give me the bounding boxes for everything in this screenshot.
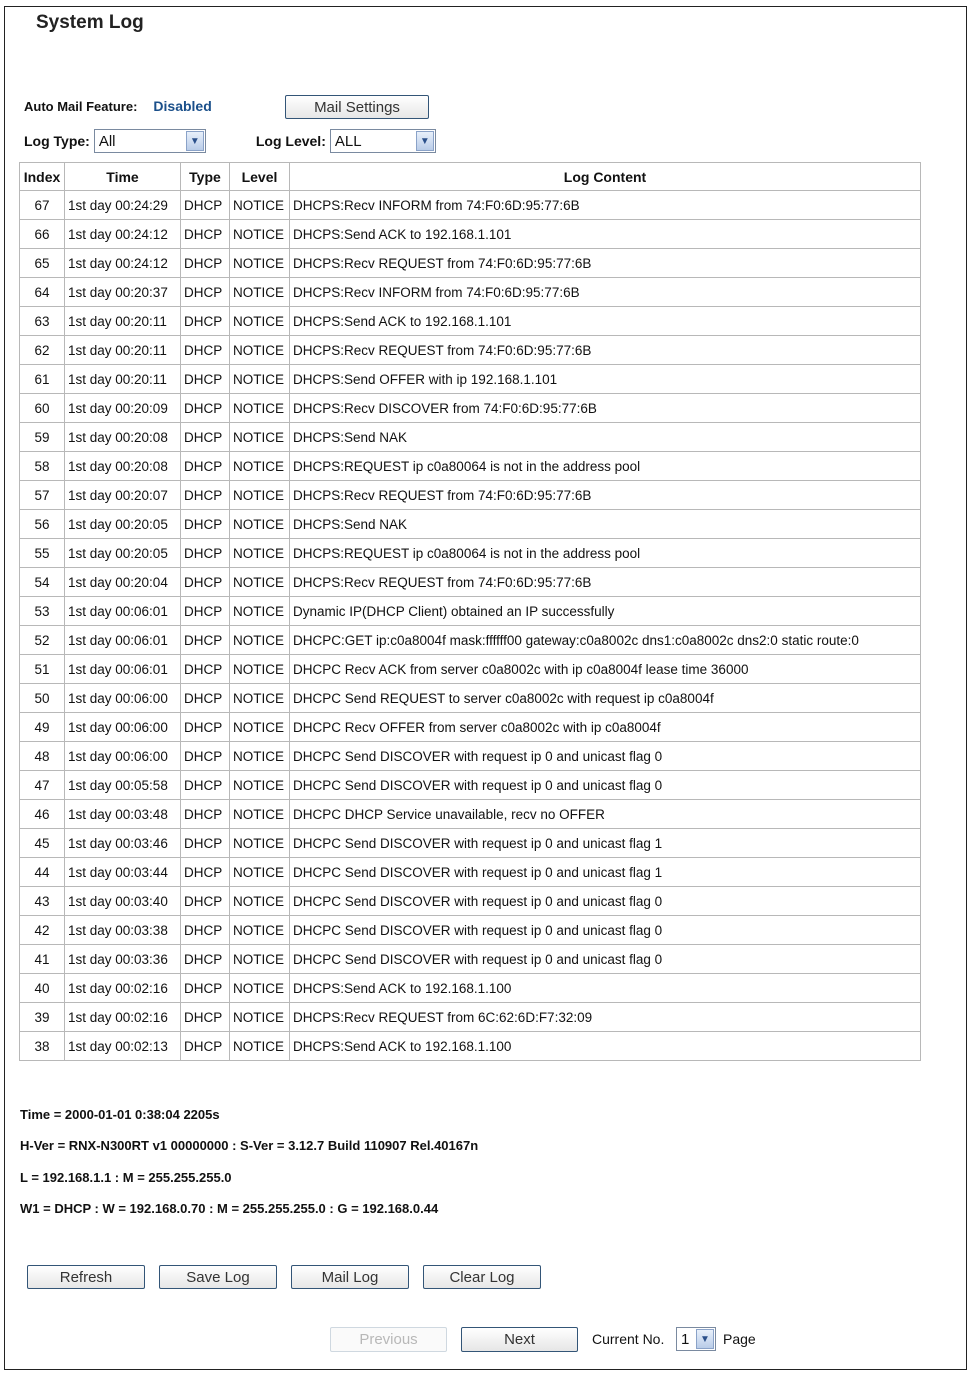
cell-time: 1st day 00:20:07 [65,481,181,510]
cell-type: DHCP [181,452,230,481]
cell-type: DHCP [181,365,230,394]
cell-type: DHCP [181,307,230,336]
cell-type: DHCP [181,336,230,365]
table-row [20,510,921,539]
table-row [20,1003,921,1032]
table-row [20,684,921,713]
table-row [20,336,921,365]
cell-log-content: DHCPC Send DISCOVER with request ip 0 and unicast flag 1 [290,858,921,887]
cell-time: 1st day 00:24:29 [65,191,181,220]
info-wan: W1 = DHCP : W = 192.168.0.70 : M = 255.255.255.0 : G = 192.168.0.44 [20,1201,439,1216]
cell-type: DHCP [181,191,230,220]
cell-time: 1st day 00:20:08 [65,423,181,452]
table-row [20,249,921,278]
cell-log-content: DHCPS:Send ACK to 192.168.1.100 [290,1032,921,1061]
table-row [20,307,921,336]
auto-mail-row [24,98,212,114]
cell-time: 1st day 00:03:40 [65,887,181,916]
table-row [20,771,921,800]
cell-time: 1st day 00:20:11 [65,336,181,365]
cell-time: 1st day 00:02:16 [65,974,181,1003]
cell-level: NOTICE [230,510,290,539]
cell-type: DHCP [181,481,230,510]
cell-log-content: DHCPC Send DISCOVER with request ip 0 and unicast flag 0 [290,742,921,771]
log-level-label: Log Level: [255,133,326,149]
cell-type: DHCP [181,713,230,742]
cell-index: 56 [20,510,65,539]
cell-level: NOTICE [230,800,290,829]
cell-index: 54 [20,568,65,597]
cell-index: 51 [20,655,65,684]
cell-type: DHCP [181,568,230,597]
cell-log-content: DHCPS:Send OFFER with ip 192.168.1.101 [290,365,921,394]
auto-mail-label: Auto Mail Feature: [24,98,138,114]
cell-log-content: DHCPS:Recv INFORM from 74:F0:6D:95:77:6B [290,278,921,307]
column-header-index: Index [20,163,65,191]
cell-level: NOTICE [230,742,290,771]
cell-log-content: DHCPC Send DISCOVER with request ip 0 and unicast flag 0 [290,916,921,945]
cell-type: DHCP [181,974,230,1003]
cell-log-content: DHCPS:Recv REQUEST from 74:F0:6D:95:77:6B [290,249,921,278]
cell-time: 1st day 00:06:00 [65,713,181,742]
cell-index: 50 [20,684,65,713]
cell-index: 61 [20,365,65,394]
cell-level: NOTICE [230,423,290,452]
cell-log-content: DHCPS:Recv REQUEST from 74:F0:6D:95:77:6B [290,568,921,597]
cell-time: 1st day 00:02:13 [65,1032,181,1061]
cell-log-content: DHCPS:Send NAK [290,423,921,452]
table-row [20,713,921,742]
cell-index: 41 [20,945,65,974]
cell-type: DHCP [181,423,230,452]
cell-index: 39 [20,1003,65,1032]
cell-level: NOTICE [230,713,290,742]
log-type-value: All [98,132,116,150]
table-row [20,452,921,481]
table-row [20,365,921,394]
cell-type: DHCP [181,539,230,568]
cell-time: 1st day 00:06:00 [65,742,181,771]
cell-log-content: DHCPC:GET ip:c0a8004f mask:ffffff00 gateway:c0a8002c dns1:c0a8002c dns2:0 static route:0 [290,626,921,655]
cell-level: NOTICE [230,655,290,684]
cell-level: NOTICE [230,829,290,858]
save-log-button[interactable]: Save Log [159,1265,277,1289]
table-row [20,887,921,916]
cell-index: 64 [20,278,65,307]
table-row [20,278,921,307]
cell-log-content: DHCPC DHCP Service unavailable, recv no OFFER [290,800,921,829]
cell-type: DHCP [181,220,230,249]
cell-index: 57 [20,481,65,510]
cell-index: 43 [20,887,65,916]
filter-row [24,129,436,153]
table-row [20,858,921,887]
clear-log-button[interactable]: Clear Log [423,1265,541,1289]
page-label: Page [723,1331,756,1347]
cell-log-content: DHCPC Send DISCOVER with request ip 0 and unicast flag 0 [290,945,921,974]
cell-type: DHCP [181,684,230,713]
log-type-label: Log Type: [24,133,90,149]
cell-index: 63 [20,307,65,336]
table-row [20,481,921,510]
cell-level: NOTICE [230,1032,290,1061]
cell-log-content: DHCPS:Recv REQUEST from 74:F0:6D:95:77:6B [290,336,921,365]
cell-level: NOTICE [230,249,290,278]
table-row [20,974,921,1003]
cell-time: 1st day 00:24:12 [65,249,181,278]
cell-type: DHCP [181,858,230,887]
cell-index: 58 [20,452,65,481]
cell-level: NOTICE [230,597,290,626]
cell-level: NOTICE [230,481,290,510]
cell-type: DHCP [181,278,230,307]
cell-type: DHCP [181,597,230,626]
cell-index: 62 [20,336,65,365]
cell-level: NOTICE [230,626,290,655]
log-level-select[interactable] [330,129,436,153]
table-row [20,1032,921,1061]
info-time: Time = 2000-01-01 0:38:04 2205s [20,1107,220,1122]
cell-level: NOTICE [230,945,290,974]
cell-level: NOTICE [230,539,290,568]
table-row [20,945,921,974]
cell-log-content: DHCPS:REQUEST ip c0a80064 is not in the address pool [290,539,921,568]
cell-level: NOTICE [230,365,290,394]
info-version: H-Ver = RNX-N300RT v1 00000000 : S-Ver = 3.12.7 Build 110907 Rel.40167n [20,1138,479,1153]
cell-time: 1st day 00:03:48 [65,800,181,829]
cell-level: NOTICE [230,220,290,249]
cell-index: 53 [20,597,65,626]
cell-index: 45 [20,829,65,858]
column-header-content: Log Content [290,163,921,191]
current-no-label: Current No. [592,1331,665,1347]
refresh-button[interactable]: Refresh [27,1265,145,1289]
cell-level: NOTICE [230,191,290,220]
cell-index: 65 [20,249,65,278]
cell-time: 1st day 00:20:09 [65,394,181,423]
cell-time: 1st day 00:20:04 [65,568,181,597]
cell-time: 1st day 00:20:11 [65,307,181,336]
page-select[interactable] [676,1327,716,1351]
cell-log-content: DHCPS:Send NAK [290,510,921,539]
table-row [20,597,921,626]
cell-type: DHCP [181,916,230,945]
cell-type: DHCP [181,742,230,771]
table-row [20,191,921,220]
cell-level: NOTICE [230,684,290,713]
mail-log-button[interactable]: Mail Log [291,1265,409,1289]
cell-index: 48 [20,742,65,771]
cell-type: DHCP [181,626,230,655]
chevron-down-icon[interactable]: ▼ [416,131,434,151]
cell-level: NOTICE [230,452,290,481]
cell-log-content: DHCPS:REQUEST ip c0a80064 is not in the address pool [290,452,921,481]
table-row [20,742,921,771]
cell-index: 44 [20,858,65,887]
previous-button[interactable]: Previous [330,1327,447,1352]
cell-index: 42 [20,916,65,945]
cell-time: 1st day 00:06:01 [65,597,181,626]
cell-index: 59 [20,423,65,452]
page-title: System Log [36,12,144,33]
next-button[interactable]: Next [461,1327,578,1352]
mail-settings-button[interactable]: Mail Settings [285,95,429,119]
cell-time: 1st day 00:03:46 [65,829,181,858]
table-row [20,800,921,829]
cell-log-content: DHCPS:Recv REQUEST from 74:F0:6D:95:77:6B [290,481,921,510]
cell-time: 1st day 00:06:00 [65,684,181,713]
cell-type: DHCP [181,945,230,974]
cell-type: DHCP [181,249,230,278]
cell-type: DHCP [181,800,230,829]
table-row [20,626,921,655]
column-header-level: Level [230,163,290,191]
cell-level: NOTICE [230,307,290,336]
cell-level: NOTICE [230,1003,290,1032]
cell-log-content: DHCPC Send DISCOVER with request ip 0 and unicast flag 0 [290,887,921,916]
cell-time: 1st day 00:20:05 [65,510,181,539]
cell-index: 46 [20,800,65,829]
cell-level: NOTICE [230,278,290,307]
cell-type: DHCP [181,394,230,423]
chevron-down-icon[interactable]: ▼ [696,1329,714,1349]
cell-log-content: DHCPC Recv ACK from server c0a8002c with ip c0a8004f lease time 36000 [290,655,921,684]
cell-time: 1st day 00:06:01 [65,626,181,655]
cell-index: 67 [20,191,65,220]
table-row [20,539,921,568]
log-level-value: ALL [334,132,362,150]
cell-time: 1st day 00:03:38 [65,916,181,945]
cell-time: 1st day 00:20:05 [65,539,181,568]
cell-log-content: DHCPS:Recv INFORM from 74:F0:6D:95:77:6B [290,191,921,220]
table-row [20,829,921,858]
cell-time: 1st day 00:24:12 [65,220,181,249]
cell-type: DHCP [181,887,230,916]
cell-level: NOTICE [230,336,290,365]
cell-log-content: DHCPC Send REQUEST to server c0a8002c with request ip c0a8004f [290,684,921,713]
cell-log-content: DHCPS:Recv REQUEST from 6C:62:6D:F7:32:09 [290,1003,921,1032]
cell-log-content: DHCPS:Send ACK to 192.168.1.101 [290,307,921,336]
cell-level: NOTICE [230,858,290,887]
cell-log-content: DHCPC Send DISCOVER with request ip 0 and unicast flag 1 [290,829,921,858]
cell-time: 1st day 00:03:44 [65,858,181,887]
cell-log-content: DHCPC Send DISCOVER with request ip 0 and unicast flag 0 [290,771,921,800]
table-row [20,916,921,945]
cell-index: 40 [20,974,65,1003]
cell-log-content: DHCPC Recv OFFER from server c0a8002c with ip c0a8004f [290,713,921,742]
log-table-body [20,191,921,1061]
cell-index: 55 [20,539,65,568]
cell-type: DHCP [181,829,230,858]
table-row [20,220,921,249]
cell-log-content: DHCPS:Send ACK to 192.168.1.101 [290,220,921,249]
cell-level: NOTICE [230,916,290,945]
log-type-select[interactable] [94,129,206,153]
cell-level: NOTICE [230,568,290,597]
cell-time: 1st day 00:06:01 [65,655,181,684]
info-lan: L = 192.168.1.1 : M = 255.255.255.0 [20,1170,232,1185]
chevron-down-icon[interactable]: ▼ [186,131,204,151]
cell-time: 1st day 00:02:16 [65,1003,181,1032]
cell-time: 1st day 00:05:58 [65,771,181,800]
cell-log-content: DHCPS:Recv DISCOVER from 74:F0:6D:95:77:6B [290,394,921,423]
cell-index: 49 [20,713,65,742]
cell-type: DHCP [181,510,230,539]
cell-type: DHCP [181,771,230,800]
cell-time: 1st day 00:20:37 [65,278,181,307]
cell-time: 1st day 00:20:11 [65,365,181,394]
cell-level: NOTICE [230,887,290,916]
cell-index: 52 [20,626,65,655]
column-header-time: Time [65,163,181,191]
cell-level: NOTICE [230,771,290,800]
cell-log-content: DHCPS:Send ACK to 192.168.1.100 [290,974,921,1003]
cell-type: DHCP [181,655,230,684]
log-table [19,162,921,1061]
table-row [20,568,921,597]
table-row [20,394,921,423]
page-select-value: 1 [681,1330,690,1348]
table-row [20,423,921,452]
table-header-row [20,163,921,191]
cell-level: NOTICE [230,394,290,423]
cell-type: DHCP [181,1003,230,1032]
cell-type: DHCP [181,1032,230,1061]
cell-time: 1st day 00:03:36 [65,945,181,974]
auto-mail-status: Disabled [153,98,212,114]
table-row [20,655,921,684]
cell-log-content: Dynamic IP(DHCP Client) obtained an IP successfully [290,597,921,626]
cell-index: 60 [20,394,65,423]
cell-level: NOTICE [230,974,290,1003]
cell-index: 66 [20,220,65,249]
cell-index: 47 [20,771,65,800]
cell-index: 38 [20,1032,65,1061]
column-header-type: Type [181,163,230,191]
cell-time: 1st day 00:20:08 [65,452,181,481]
